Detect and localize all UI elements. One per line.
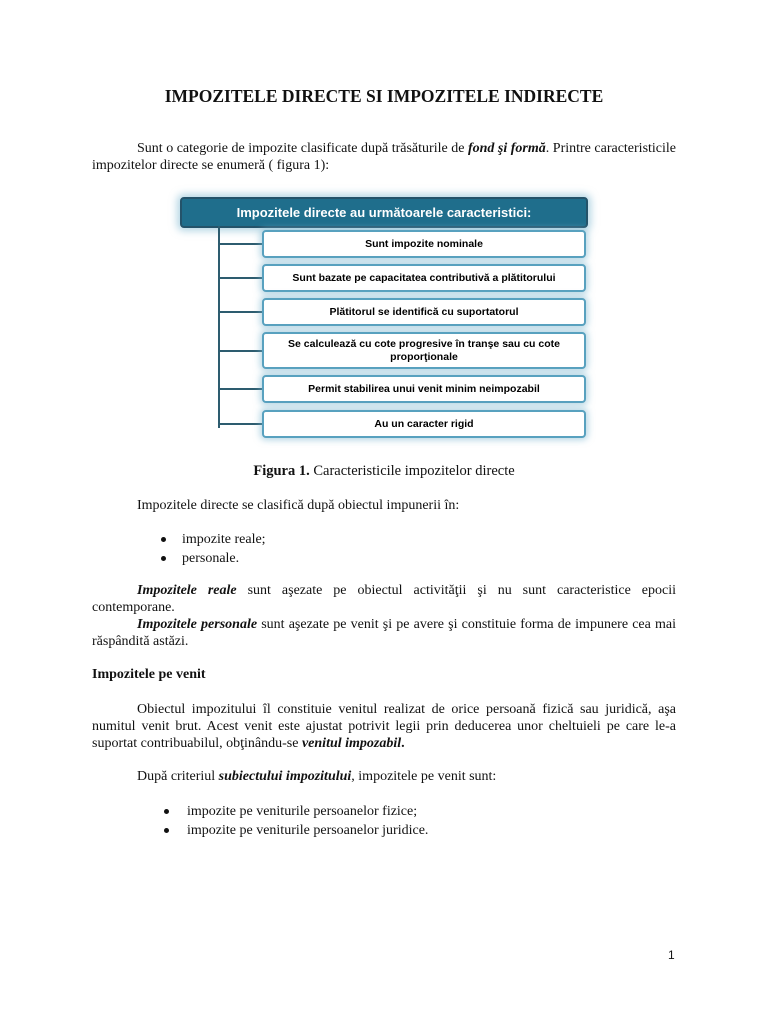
diagram-item: Sunt impozite nominale <box>262 230 586 258</box>
criteriu-text-2: , impozitele pe venit sunt: <box>351 769 497 784</box>
venit-paragraph <box>92 701 676 752</box>
intro-emphasis: fond şi formă <box>467 141 546 156</box>
figure-caption-text: Caracteristicile impozitelor directe <box>309 463 515 479</box>
criteriu-paragraph <box>137 768 496 785</box>
reale-term: Impozitele reale <box>137 583 237 598</box>
list-item-text: impozite reale; <box>182 532 266 547</box>
venit-list <box>187 802 428 840</box>
diagram-connector <box>218 423 262 425</box>
criteriu-text-1: După criteriul <box>137 769 219 784</box>
list-item <box>187 802 428 821</box>
bullet-icon <box>161 537 166 542</box>
figure-label: Figura 1. <box>253 463 310 479</box>
section-heading: Impozitele pe venit <box>92 667 206 682</box>
diagram-connector <box>218 388 262 390</box>
bullet-icon <box>164 828 169 833</box>
diagram-connector <box>218 350 262 352</box>
venit-text: Obiectul impozitului îl constituie venitul realizat de orice persoană fizică sau juridică, aşa numitul venit brut. Acest venit este ajustat potrivit legii prin deducerea unor cheltuieli pe care le-a suportat contribuabilul, obţinându-se <box>92 702 676 751</box>
diagram-connector-vertical <box>218 226 220 428</box>
diagram-item: Permit stabilirea unui venit minim neimpozabil <box>262 375 586 403</box>
personale-text: sunt aşezate pe venit şi pe avere şi constituie forma de impunere cea mai răspândită astăzi. <box>92 617 676 649</box>
diagram-item: Se calculează cu cote progresive în tranşe sau cu cote proporţionale <box>262 332 586 369</box>
diagram-header: Impozitele directe au următoarele caracteristici: <box>180 197 588 228</box>
intro-text-2: . Printre caracteristicile impozitelor directe se enumeră ( figura 1): <box>92 141 677 173</box>
page-title: IMPOZITELE DIRECTE SI IMPOZITELE INDIRECTE <box>164 86 604 106</box>
diagram-item: Plătitorul se identifică cu suportatorul <box>262 298 586 326</box>
reale-text: sunt aşezate pe obiectul activităţii şi nu sunt caracteristice epocii contemporane. <box>92 583 676 615</box>
list-item <box>182 549 266 568</box>
personale-paragraph <box>92 616 676 650</box>
diagram-item: Sunt bazate pe capacitatea contributivă a plătitorului <box>262 264 586 292</box>
bullet-icon <box>164 809 169 814</box>
classification-intro: Impozitele directe se clasifică după obiectul impunerii în: <box>137 498 460 513</box>
criteriu-term: subiectului impozitului <box>218 769 352 784</box>
page-number: 1 <box>668 948 675 962</box>
reale-paragraph <box>92 582 676 616</box>
venit-end: . <box>401 736 405 751</box>
classification-list <box>182 530 266 568</box>
venit-term: venitul impozabil <box>301 736 402 751</box>
list-item <box>182 530 266 549</box>
diagram-item: Au un caracter rigid <box>262 410 586 438</box>
diagram-connector <box>218 311 262 313</box>
intro-paragraph <box>92 140 676 174</box>
bullet-icon <box>161 556 166 561</box>
intro-text-1: Sunt o categorie de impozite clasificate după trăsăturile de <box>137 141 468 156</box>
list-item <box>187 821 428 840</box>
figure-caption <box>0 463 768 480</box>
list-item-text: impozite pe veniturile persoanelor juridice. <box>187 823 429 838</box>
list-item-text: personale. <box>182 551 240 566</box>
diagram-connector <box>218 243 262 245</box>
list-item-text: impozite pe veniturile persoanelor fizice; <box>187 804 418 819</box>
personale-term: Impozitele personale <box>137 617 258 632</box>
diagram-connector <box>218 277 262 279</box>
characteristics-diagram <box>174 193 596 445</box>
